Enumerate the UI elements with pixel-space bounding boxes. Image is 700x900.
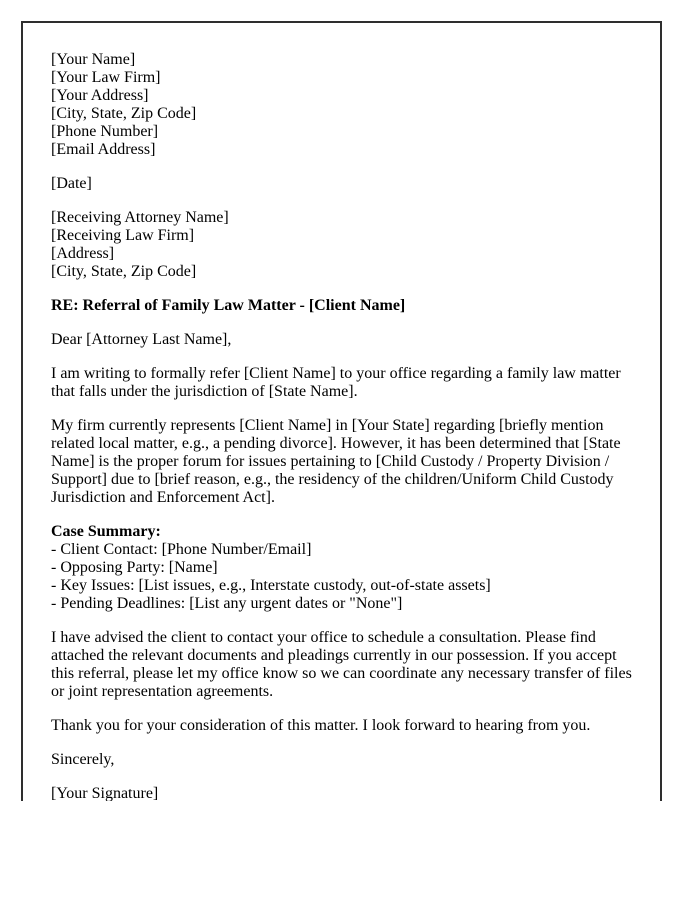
sender-email: [Email Address] <box>51 141 156 158</box>
sender-phone: [Phone Number] <box>51 123 159 140</box>
case-summary-block <box>51 523 640 613</box>
sign-off: Sincerely, <box>51 751 115 768</box>
subject-line: RE: Referral of Family Law Matter - [Client Name] <box>51 297 406 314</box>
case-summary-client-contact: - Client Contact: [Phone Number/Email] <box>51 541 312 558</box>
recipient-city-state-zip: [City, State, Zip Code] <box>51 263 197 280</box>
sender-address: [Your Address] <box>51 87 149 104</box>
case-summary-key-issues: - Key Issues: [List issues, e.g., Interstate custody, out-of-state assets] <box>51 577 491 594</box>
case-summary-heading: Case Summary: <box>51 523 161 540</box>
case-summary-opposing-party: - Opposing Party: [Name] <box>51 559 218 576</box>
letter-document <box>21 21 662 801</box>
sender-law-firm: [Your Law Firm] <box>51 69 161 86</box>
paragraph-thanks: Thank you for your consideration of this matter. I look forward to hearing from you. <box>51 717 591 734</box>
sender-name: [Your Name] <box>51 51 136 68</box>
salutation: Dear [Attorney Last Name], <box>51 331 232 348</box>
sender-city-state-zip: [City, State, Zip Code] <box>51 105 197 122</box>
sender-block <box>51 51 640 159</box>
recipient-address: [Address] <box>51 245 115 262</box>
date-line: [Date] <box>51 175 92 192</box>
recipient-attorney-name: [Receiving Attorney Name] <box>51 209 229 226</box>
recipient-block <box>51 209 640 281</box>
paragraph-background: My firm currently represents [Client Name] in [Your State] regarding [briefly mention related local matter, e.g., a pending divorce]. However, it has been determined that [State Name] is the proper forum for issues pertaining to [Child Custody / Property Division / Support] due to [brief reason, e.g., the residency of the children/Uniform Child Custody Jurisdiction and Enforcement Act]. <box>51 417 621 506</box>
paragraph-intro: I am writing to formally refer [Client Name] to your office regarding a family law matter that falls under the jurisdiction of [State Name]. <box>51 365 621 400</box>
paragraph-handoff: I have advised the client to contact your office to schedule a consultation. Please find attached the relevant documents and pleadings currently in our possession. If you accept this referral, please let my office know so we can coordinate any necessary transfer of files or joint representation agreements. <box>51 629 632 700</box>
signature-placeholder: [Your Signature] <box>51 785 159 801</box>
recipient-law-firm: [Receiving Law Firm] <box>51 227 195 244</box>
case-summary-pending-deadlines: - Pending Deadlines: [List any urgent dates or "None"] <box>51 595 403 612</box>
